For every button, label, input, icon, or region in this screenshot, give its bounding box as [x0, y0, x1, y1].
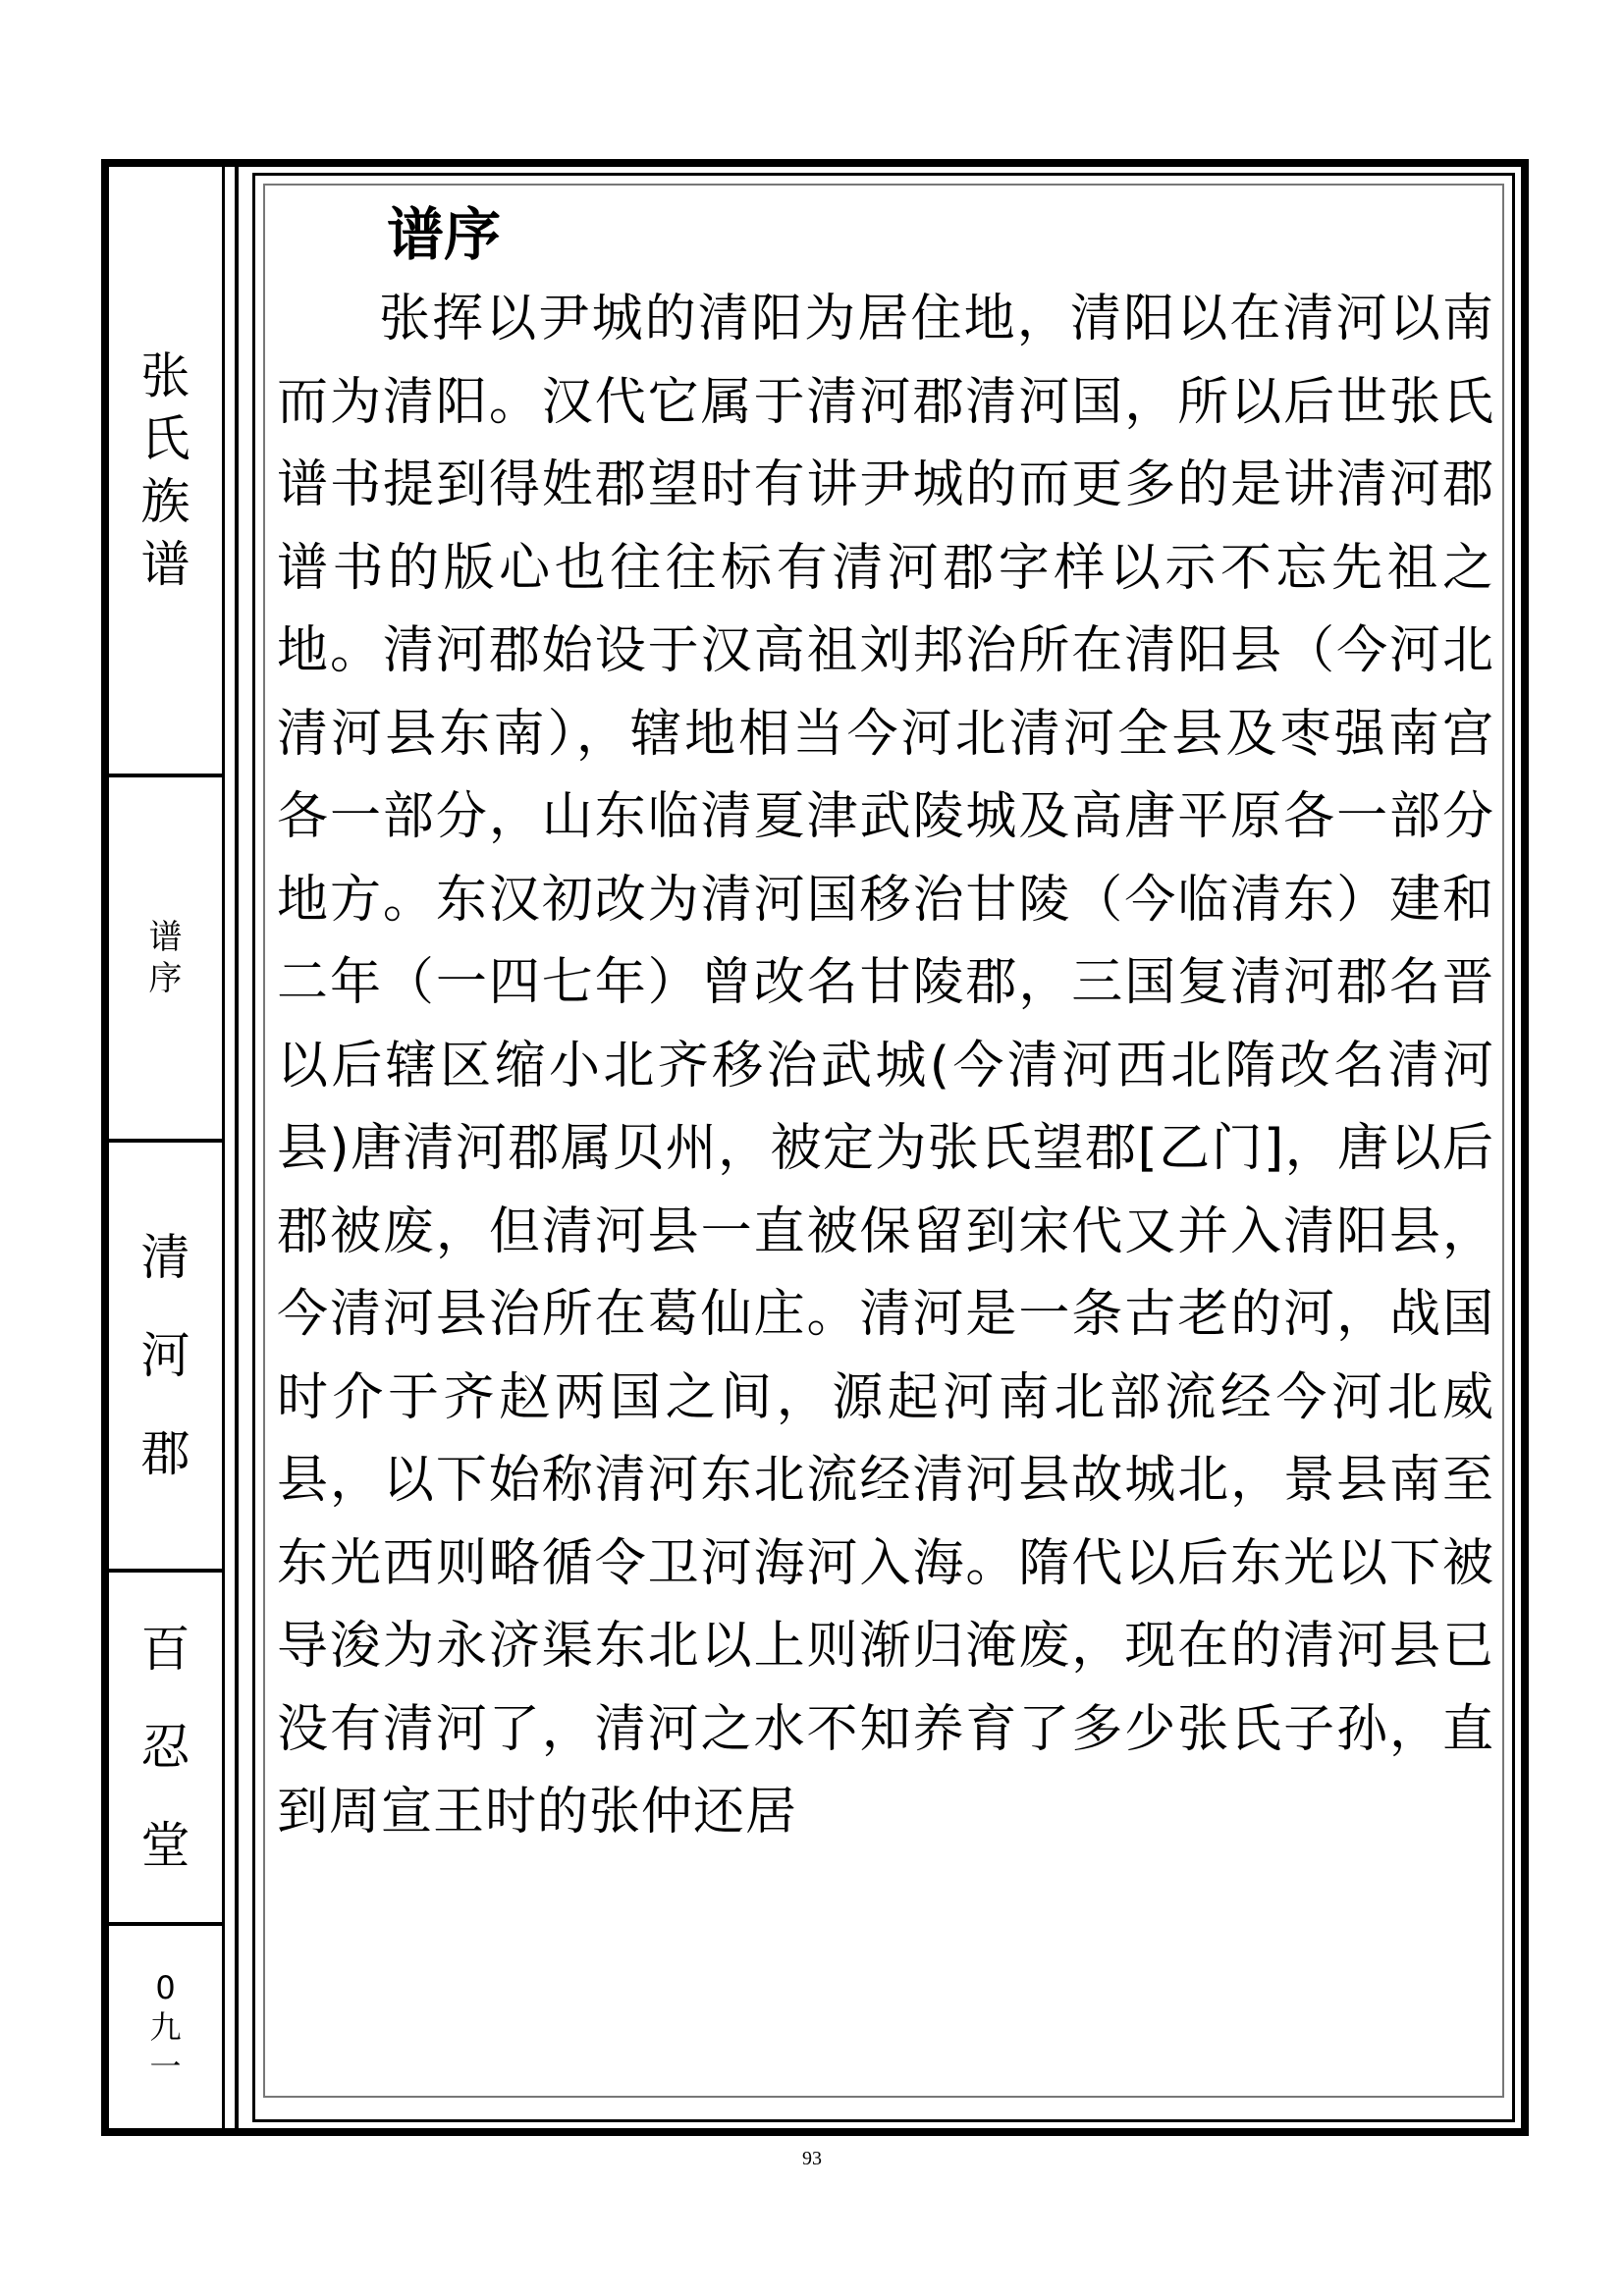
- section-label: [149, 917, 183, 999]
- side-cell-hall: [109, 1573, 222, 1926]
- commandery-label: [141, 1208, 190, 1503]
- page-frame: [101, 159, 1529, 2136]
- family-title: [141, 345, 190, 596]
- title-char: 张: [140, 347, 190, 404]
- hall-char: 百: [140, 1621, 190, 1678]
- title-char: 氏: [140, 410, 190, 467]
- section-char: 谱: [148, 918, 183, 957]
- hall-char: 忍: [140, 1719, 190, 1776]
- side-cell-title: [109, 167, 222, 777]
- footer-page-number: 93: [802, 2148, 822, 2169]
- side-cell-section: [109, 777, 222, 1143]
- side-column: [109, 167, 225, 2128]
- commandery-char: 郡: [140, 1425, 190, 1482]
- commandery-char: 清: [140, 1229, 190, 1286]
- page-char: 0: [155, 1969, 176, 2006]
- content-frame: [252, 173, 1515, 2122]
- title-char: 谱: [140, 536, 190, 593]
- side-cell-page: [109, 1926, 222, 2128]
- page-char: 九: [149, 2008, 182, 2046]
- column-divider: [225, 167, 239, 2128]
- title-char: 族: [140, 473, 190, 530]
- hall-label: [141, 1600, 190, 1895]
- text-area: [277, 195, 1494, 1854]
- section-char: 序: [148, 959, 183, 998]
- side-cell-commandery: [109, 1143, 222, 1573]
- commandery-char: 河: [140, 1327, 190, 1384]
- page-char: 一: [149, 2048, 182, 2085]
- hall-char: 堂: [140, 1817, 190, 1874]
- side-page-number: [149, 1968, 181, 2086]
- body-paragraph: 张挥以尹城的清阳为居住地，清阳以在清河以南而为清阳。汉代它属于清河郡清河国，所以后世张氏谱书提到得姓郡望时有讲尹城的而更多的是讲清河郡谱书的版心也往往标有清河郡字样以示不忘先祖之地。清河郡始设于汉高祖刘邦治所在清阳县（今河北清河县东南），辖地相当今河北清河全县及枣强南宫各一部分，山东临清夏津武陵城及高唐平原各一部分地方。东汉初改为清河国移治甘陵（今临清东）建和二年（一四七年）曾改名甘陵郡，三国复清河郡名晋以后辖区缩小北齐移治武城(今清河西北隋改名清河县)唐清河郡属贝州，被定为张氏望郡[乙门]，唐以后郡被废，但清河县一直被保留到宋代又并入清阳县，今清河县治所在葛仙庄。清河是一条古老的河，战国时介于齐赵两国之间，源起河南北部流经今河北威县，以下始称清河东北流经清河县故城北，景县南至东光西则略循令卫河海河入海。隋代以后东光以下被导浚为永济渠东北以上则渐归淹废，现在的清河县已没有清河了，清河之水不知养育了多少张氏子孙，直到周宣王时的张仲还居: [277, 290, 1494, 1842]
- section-heading: 谱序: [387, 201, 502, 268]
